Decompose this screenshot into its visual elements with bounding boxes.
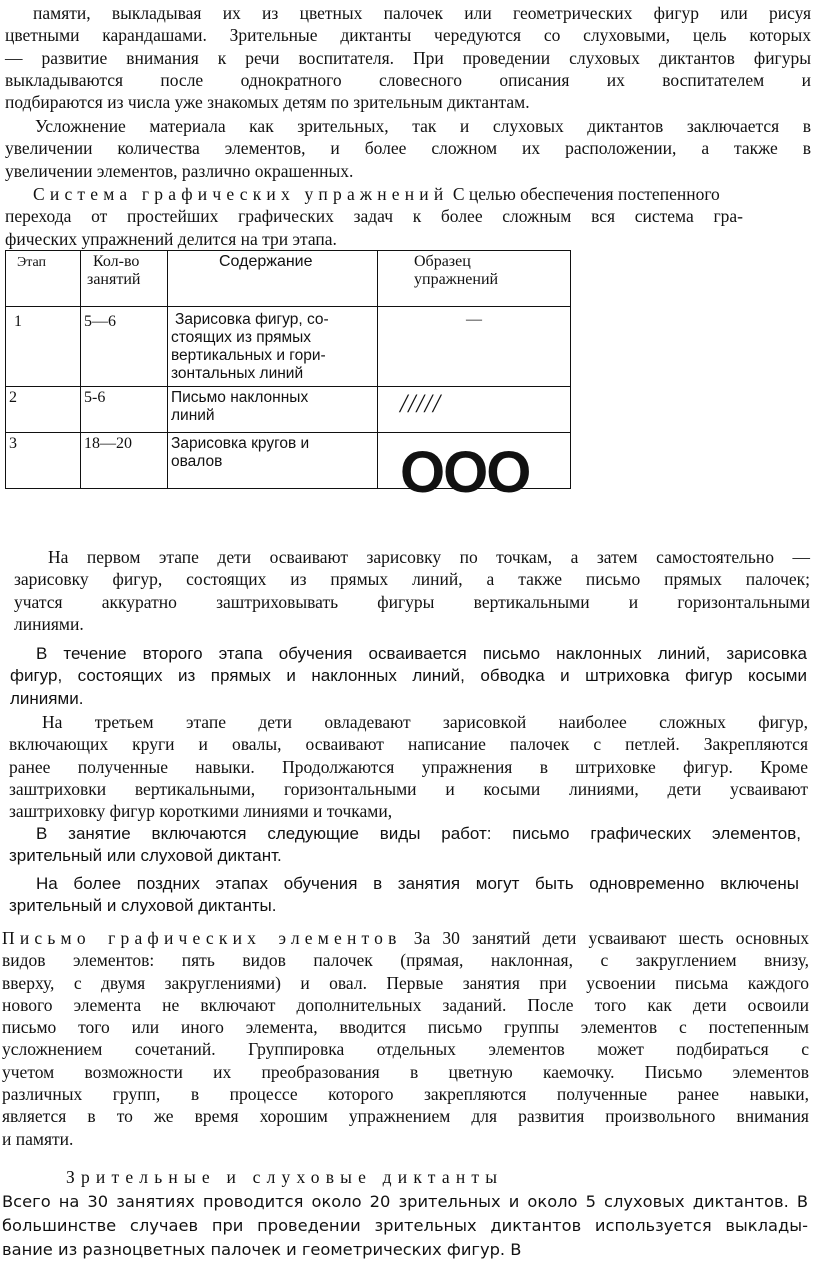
- stage1-line: линиями.: [14, 613, 84, 634]
- dictations-heading: Зрительные и слуховые диктанты: [66, 1167, 504, 1187]
- row-stage: 3: [6, 433, 81, 489]
- row-count: 5-6: [81, 387, 168, 433]
- table-row: [6, 387, 571, 433]
- row-sample: [378, 433, 571, 505]
- writing-line: [2, 927, 809, 949]
- writing-line: видов элементов: пять видов палочек (прямая, наклонная, с закруглением внизу,: [2, 950, 809, 971]
- intro-line: — развитие внимания к речи воспитателя. При проведении слуховых диктантов фигуры: [5, 47, 811, 68]
- writing-line: нового элемента не включают дополнительных заданий. После того как дети освоили: [2, 994, 809, 1015]
- row-sample: [378, 307, 571, 387]
- later-line: зрительный и слуховой диктанты.: [9, 896, 277, 916]
- complication-line: Усложнение материала как зрительных, так и слуховых диктантов заключается в: [35, 116, 811, 136]
- writing-line: и памяти.: [2, 1128, 74, 1149]
- works-line: В занятие включаются следующие виды работ: письмо графических элементов,: [36, 824, 801, 843]
- row-content: Письмо наклонных линий: [168, 387, 378, 433]
- stage2-line: фигур, состоящих из прямых и наклонных линий, обводка и штриховка фигур косыми: [10, 666, 807, 686]
- system-heading: Система графических упражнений: [33, 184, 449, 204]
- stages-table: [5, 250, 571, 505]
- ovals-icon: OOO: [400, 440, 530, 505]
- row-count: 18—20: [81, 433, 168, 489]
- stage1-line: учатся аккуратно заштриховывать фигуры вертикальными и горизонтальными: [14, 591, 810, 612]
- writing-line: усложнением сочетаний. Группировка отдельных элементов может подбираться с: [2, 1039, 809, 1060]
- complication-line: увеличении элементов, различно окрашенных.: [5, 160, 354, 181]
- stage2-paragraph: [10, 643, 807, 710]
- writing-line: учетом возможности их преобразования в цветную каемочку. Письмо элементов: [2, 1061, 809, 1082]
- system-line: фических упражнений делится на три этапа.: [5, 228, 337, 249]
- writing-line: вверху, с двумя закруглениями) и овал. Первые занятия при усвоении письма каждого: [2, 972, 809, 993]
- header-count: Кол-во занятий: [81, 251, 168, 307]
- intro-line: памяти, выкладывая их из цветных палочек или геометрических фигур или рисуя: [33, 3, 811, 23]
- works-line: зрительный или слуховой диктант.: [9, 846, 282, 866]
- row-stage: 1: [6, 307, 81, 387]
- dictations-line: Всего на 30 занятиях проводится около 20 зрительных и около 5 слуховых диктантов. В: [2, 1192, 808, 1211]
- dictations-paragraph: [2, 1190, 808, 1262]
- system-line1-rest: С целью обеспечения постепенного: [452, 184, 720, 204]
- works-paragraph: [9, 823, 801, 868]
- header-sample: Образец упражнений: [378, 251, 571, 307]
- row-content: Зарисовка кругов и овалов: [168, 433, 378, 489]
- stage3-line: заштриховку фигур короткими линиями и точками,: [9, 801, 393, 822]
- system-line: [5, 183, 743, 205]
- writing-line: различных групп, в процессе которого закрепляются полученные ранее навыки,: [2, 1084, 809, 1105]
- stage3-line: включающих круги и овалы, осваивают написание палочек с петлей. Закрепляются: [9, 734, 808, 755]
- slash-lines-icon: /////: [400, 389, 442, 418]
- intro-paragraph: [5, 2, 811, 113]
- dictations-line: большинстве случаев при проведении зрительных диктантов используется выклады-: [2, 1216, 808, 1235]
- table-row: [6, 433, 571, 489]
- dash-sample-icon: —: [466, 311, 482, 328]
- stage3-line: заштриховки вертикальными, горизонтальными и косыми линиями, дети усваивают: [9, 778, 808, 799]
- intro-line: подбираются из числа уже знакомых детям по зрительным диктантам.: [5, 92, 530, 113]
- writing-paragraph: [2, 927, 809, 1150]
- row-count: 5—6: [81, 307, 168, 387]
- intro-line: цветными карандашами. Зрительные диктанты чередуются со слуховыми, цель которых: [5, 25, 811, 46]
- writing-line: является в то же время хорошим упражнением для развития произвольного внимания: [2, 1106, 809, 1127]
- later-line: На более поздних этапах обучения в занятия могут быть одновременно включены: [36, 874, 799, 893]
- complication-paragraph: [5, 115, 811, 182]
- system-paragraph: [5, 183, 743, 250]
- writing-line: письмо того или иного элемента, вводится письмо группы элементов с постепенным: [2, 1017, 809, 1038]
- intro-line: выкладываются после однократного словесного описания их воспитателем и: [5, 69, 811, 90]
- row-content: Зарисовка фигур, со- стоящих из прямых вертикальных и гори- зонтальных линий: [168, 307, 378, 387]
- stage2-line: линиями.: [10, 688, 84, 708]
- stage1-line: зарисовку фигур, состоящих из прямых линий, а также письмо прямых палочек;: [14, 569, 810, 590]
- stage1-paragraph: [14, 546, 810, 635]
- stage3-line: На третьем этапе дети овладевают зарисовкой наиболее сложных фигур,: [42, 712, 808, 732]
- writing-heading: Письмо графических элементов: [2, 928, 402, 948]
- stage2-line: В течение второго этапа обучения осваивается письмо наклонных линий, зарисовка: [36, 644, 807, 663]
- row-stage: 2: [6, 387, 81, 433]
- writing-line1-rest: За 30 занятий дети усваивают шесть основных: [413, 928, 809, 948]
- system-line: перехода от простейших графических задач к более сложным вся система гра-: [5, 206, 743, 227]
- table-header-row: [6, 251, 571, 307]
- later-paragraph: [9, 873, 799, 918]
- table-row: [6, 307, 571, 387]
- stage1-line: На первом этапе дети осваивают зарисовку по точкам, а затем самостоятельно —: [48, 547, 810, 567]
- dictations-line: вание из разноцветных палочек и геометрических фигур. В: [2, 1240, 522, 1259]
- header-stage: Этап: [6, 251, 81, 307]
- complication-line: увеличении количества элементов, и более сложном их расположении, а также в: [5, 138, 811, 159]
- row-sample: [378, 387, 571, 433]
- stage3-line: ранее полученные навыки. Продолжаются упражнения в штриховке фигур. Кроме: [9, 756, 808, 777]
- stage3-paragraph: [9, 711, 808, 822]
- header-content: Содержание: [168, 251, 378, 307]
